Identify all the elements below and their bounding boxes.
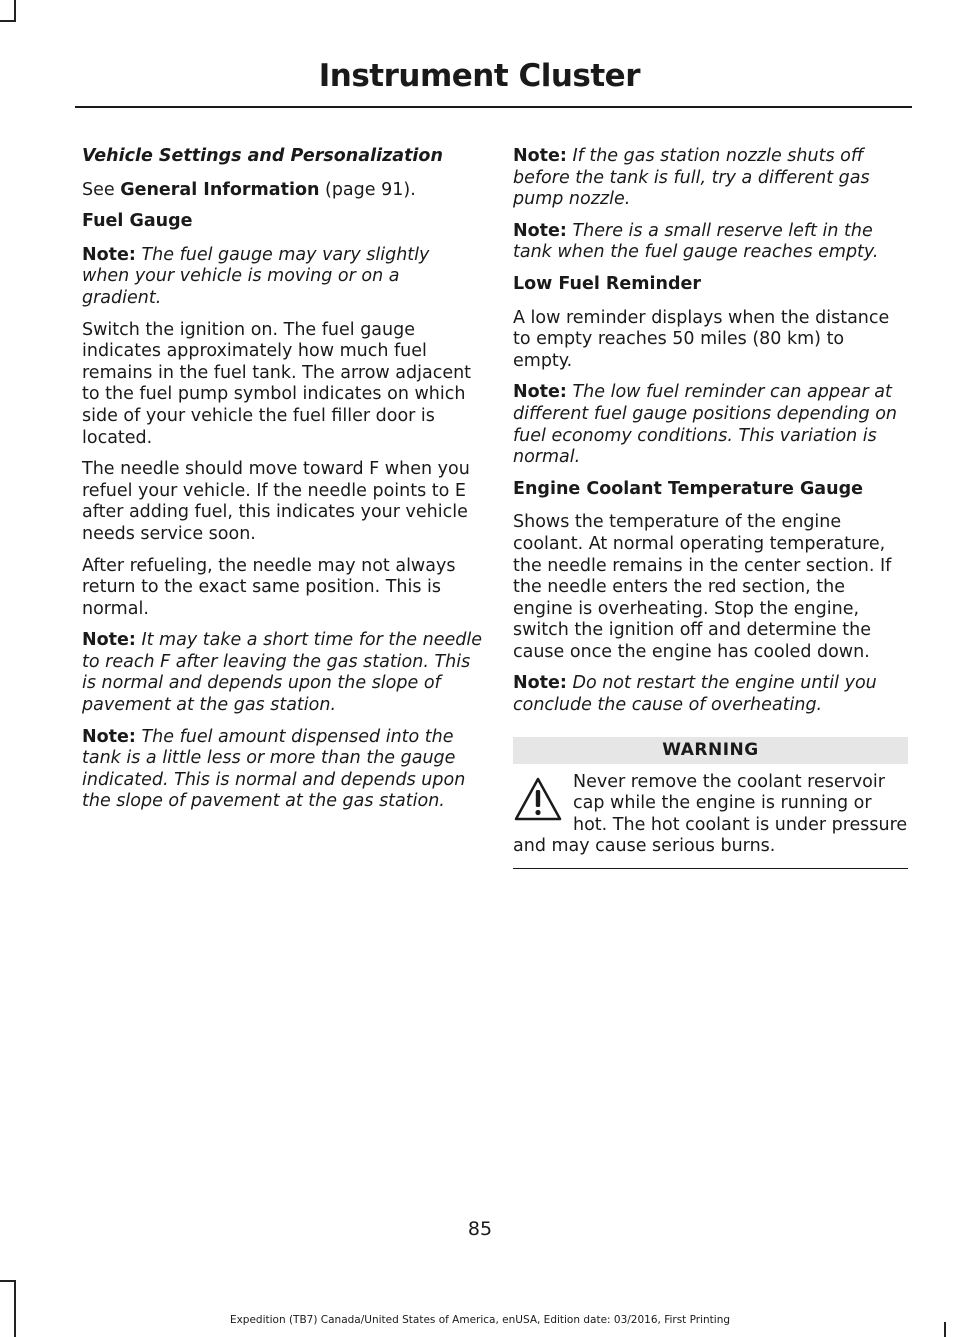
warning-rule <box>513 868 908 869</box>
crop-mark-bottom-left-h <box>0 1280 16 1282</box>
para-coolant: Shows the temperature of the engine coolant. At normal operating temperature, the needle remains in the center section. If the needle enters the red section, the engine is overheating. Stop the engine, switch the ignition off and determine the cause once the engine has cooled down. <box>513 512 892 662</box>
note-text: Do not restart the engine until you conclude the cause of overheating. <box>513 673 877 716</box>
crop-mark-top-left-h <box>0 20 16 22</box>
page-header-title: Instrument Cluster <box>318 58 640 94</box>
warning-box <box>513 772 908 858</box>
note-text: It may take a short time for the needle to reach F after leaving the gas station. This is normal and depends upon the slope of pavement at the gas station. <box>82 630 482 716</box>
crop-mark-top-left <box>14 0 16 22</box>
para-low-reminder: A low reminder displays when the distance to empty reaches 50 miles (80 km) to empty. <box>513 307 890 371</box>
left-column <box>82 146 482 823</box>
note-text: The fuel amount dispensed into the tank is a little less or more than the gauge indicated. This is normal and depends upon the slope of pavement at the gas station. <box>82 726 466 812</box>
note-fuel-amount <box>82 727 482 813</box>
note-label: Note: <box>82 244 136 265</box>
warning-header: WARNING <box>513 737 908 764</box>
note-label: Note: <box>82 630 136 651</box>
crop-mark-bottom-left <box>14 1280 16 1337</box>
note-short-time <box>82 630 482 716</box>
note-text: The low fuel reminder can appear at different fuel gauge positions depending on fuel economy conditions. This variation is normal. <box>513 382 898 468</box>
warning-text: Never remove the coolant reservoir cap while the engine is running or hot. The hot coolant is under pressure and may cause serious burns. <box>513 771 908 857</box>
note-label: Note: <box>513 220 567 241</box>
note-fuel-gauge-vary <box>82 245 482 310</box>
para-switch-ignition: Switch the ignition on. The fuel gauge indicates approximately how much fuel remains in the fuel tank. The arrow adjacent to the fuel pump symbol indicates on which side of your vehicle the fuel filler door is located. <box>82 319 472 448</box>
right-column <box>513 146 908 869</box>
note-text: If the gas station nozzle shuts off before the tank is full, try a different gas pump nozzle. <box>513 146 870 210</box>
para-after-refueling: After refueling, the needle may not always return to the exact same position. This is normal. <box>82 555 456 619</box>
note-text: The fuel gauge may vary slightly when your vehicle is moving or on a gradient. <box>82 244 430 308</box>
note-label: Note: <box>513 673 567 694</box>
note-label: Note: <box>513 382 567 403</box>
heading-vehicle-settings: Vehicle Settings and Personalization <box>82 146 443 166</box>
heading-coolant-gauge: Engine Coolant Temperature Gauge <box>513 478 863 499</box>
header-rule <box>75 106 912 108</box>
see-prefix: See <box>82 179 121 200</box>
general-information-link[interactable]: General Information <box>120 179 320 200</box>
warning-triangle-icon <box>513 776 563 822</box>
see-reference <box>82 180 482 202</box>
note-label: Note: <box>82 726 136 747</box>
page-number: 85 <box>467 1218 493 1240</box>
note-restart <box>513 673 908 716</box>
see-suffix: (page 91). <box>319 179 416 200</box>
note-text: There is a small reserve left in the tank when the fuel gauge reaches empty. <box>513 220 879 263</box>
note-label: Note: <box>513 146 567 166</box>
note-low-fuel <box>513 382 908 468</box>
footer-edition: Expedition (TB7) Canada/United States of America, enUSA, Edition date: 03/2016, First Printing <box>229 1314 731 1326</box>
para-needle-move: The needle should move toward F when you refuel your vehicle. If the needle points to E after adding fuel, this indicates your vehicle needs service soon. <box>82 459 470 544</box>
note-reserve <box>513 221 908 264</box>
heading-low-fuel: Low Fuel Reminder <box>513 273 701 294</box>
heading-fuel-gauge: Fuel Gauge <box>82 211 193 232</box>
note-nozzle <box>513 146 908 211</box>
